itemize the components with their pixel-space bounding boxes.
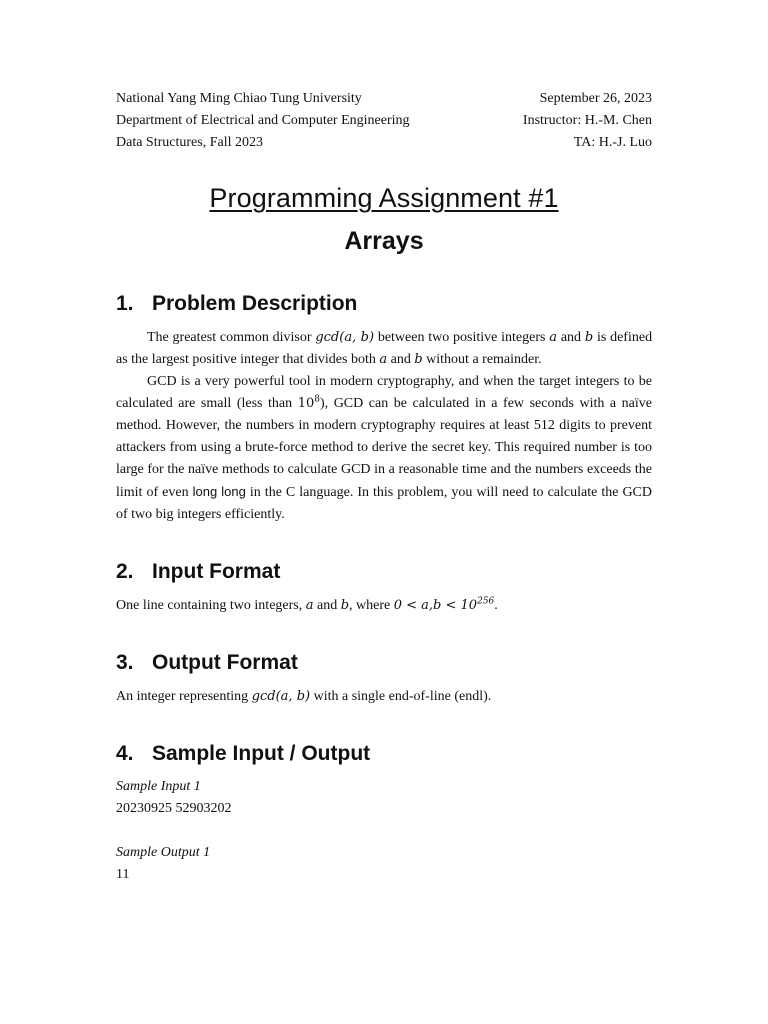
text-run: between two positive integers: [377, 330, 546, 345]
ta-name: TA: H.-J. Luo: [573, 135, 652, 150]
sample-output-value: 11: [116, 867, 130, 882]
header-row-1: [116, 88, 652, 110]
input-format-text: [116, 595, 652, 617]
math-exponent: 8: [314, 394, 320, 405]
math-constraint-base: 0 < a,b < 10: [393, 598, 478, 613]
section-number: 3.: [116, 651, 134, 674]
department-name: Department of Electrical and Computer Engineering: [116, 113, 410, 128]
header-row-2: [116, 110, 652, 132]
section-heading-problem: [116, 290, 652, 318]
math-a: a: [305, 598, 314, 613]
section-heading-input: [116, 558, 652, 586]
section-number: 1.: [116, 292, 134, 315]
university-name: National Yang Ming Chiao Tung University: [116, 91, 362, 106]
section-heading-output: [116, 649, 652, 677]
math-exponent: 256: [477, 596, 495, 607]
assignment-title-text: Programming Assignment #1: [209, 183, 559, 213]
assignment-title: [116, 181, 652, 215]
math-constraint: [394, 598, 495, 613]
text-run: .: [494, 598, 498, 613]
text-run: with a single end-of-line (endl).: [313, 689, 492, 704]
course-name: Data Structures, Fall 2023: [116, 135, 263, 150]
math-gcd: gcd(a, b): [251, 689, 311, 704]
math-b: b: [584, 330, 594, 345]
code-long-long: long long: [192, 484, 246, 499]
problem-paragraph-1: [116, 327, 652, 371]
text-run: is defined as the largest positive integer that divides both: [116, 330, 653, 367]
section-title: Problem Description: [152, 292, 358, 315]
instructor-name: Instructor: H.-M. Chen: [522, 113, 652, 128]
math-gcd: gcd(a, b): [315, 330, 375, 345]
text-run: The greatest common divisor: [147, 330, 312, 345]
text-run: in the C language. In this problem, you will need to calculate the GCD of two big integers efficiently.: [116, 485, 653, 522]
text-run: and: [317, 598, 338, 613]
math-b: b: [414, 352, 423, 367]
math-a: a: [379, 352, 388, 367]
section-number: 4.: [116, 742, 134, 765]
document-date: September 26, 2023: [539, 91, 652, 106]
header-row-3: [116, 132, 652, 154]
math-b: b: [340, 598, 350, 613]
document-header: [116, 88, 652, 154]
section-number: 2.: [116, 560, 134, 583]
math-a: a: [549, 330, 558, 345]
document-page: [116, 88, 652, 886]
text-run: GCD is a very powerful tool in modern cryptography, and when the target integers to be calculated are small (less than: [116, 374, 652, 411]
text-run: , where: [349, 598, 391, 613]
math-base: 10: [297, 396, 315, 411]
sample-input-value: 20230925 52903202: [116, 801, 232, 816]
sample-output-label: Sample Output 1: [116, 845, 211, 860]
math-power: [298, 396, 320, 411]
sample-input-label: Sample Input 1: [116, 779, 201, 794]
text-run: and: [390, 352, 411, 367]
text-run: One line containing two integers,: [116, 598, 303, 613]
output-format-text: [116, 686, 652, 708]
text-run: ), GCD can be calculated in a few seconds with a naïve method. However, the numbers in modern cryptography requires at least 512 digits to prevent attackers from using a brute-force method to derive the secret key. This required number is too large for the naïve methods to calculate GCD in a reasonable time and the numbers exceeds the limit of even: [116, 396, 652, 500]
assignment-subtitle: Arrays: [344, 227, 424, 255]
text-run: and: [560, 330, 582, 345]
problem-paragraph-2: [116, 371, 652, 526]
text-run: An integer representing: [116, 689, 249, 704]
section-title: Input Format: [152, 560, 281, 583]
section-title: Output Format: [152, 651, 298, 674]
text-run: without a remainder.: [426, 352, 542, 367]
section-heading-sample: [116, 740, 652, 768]
section-title: Sample Input / Output: [152, 742, 371, 765]
